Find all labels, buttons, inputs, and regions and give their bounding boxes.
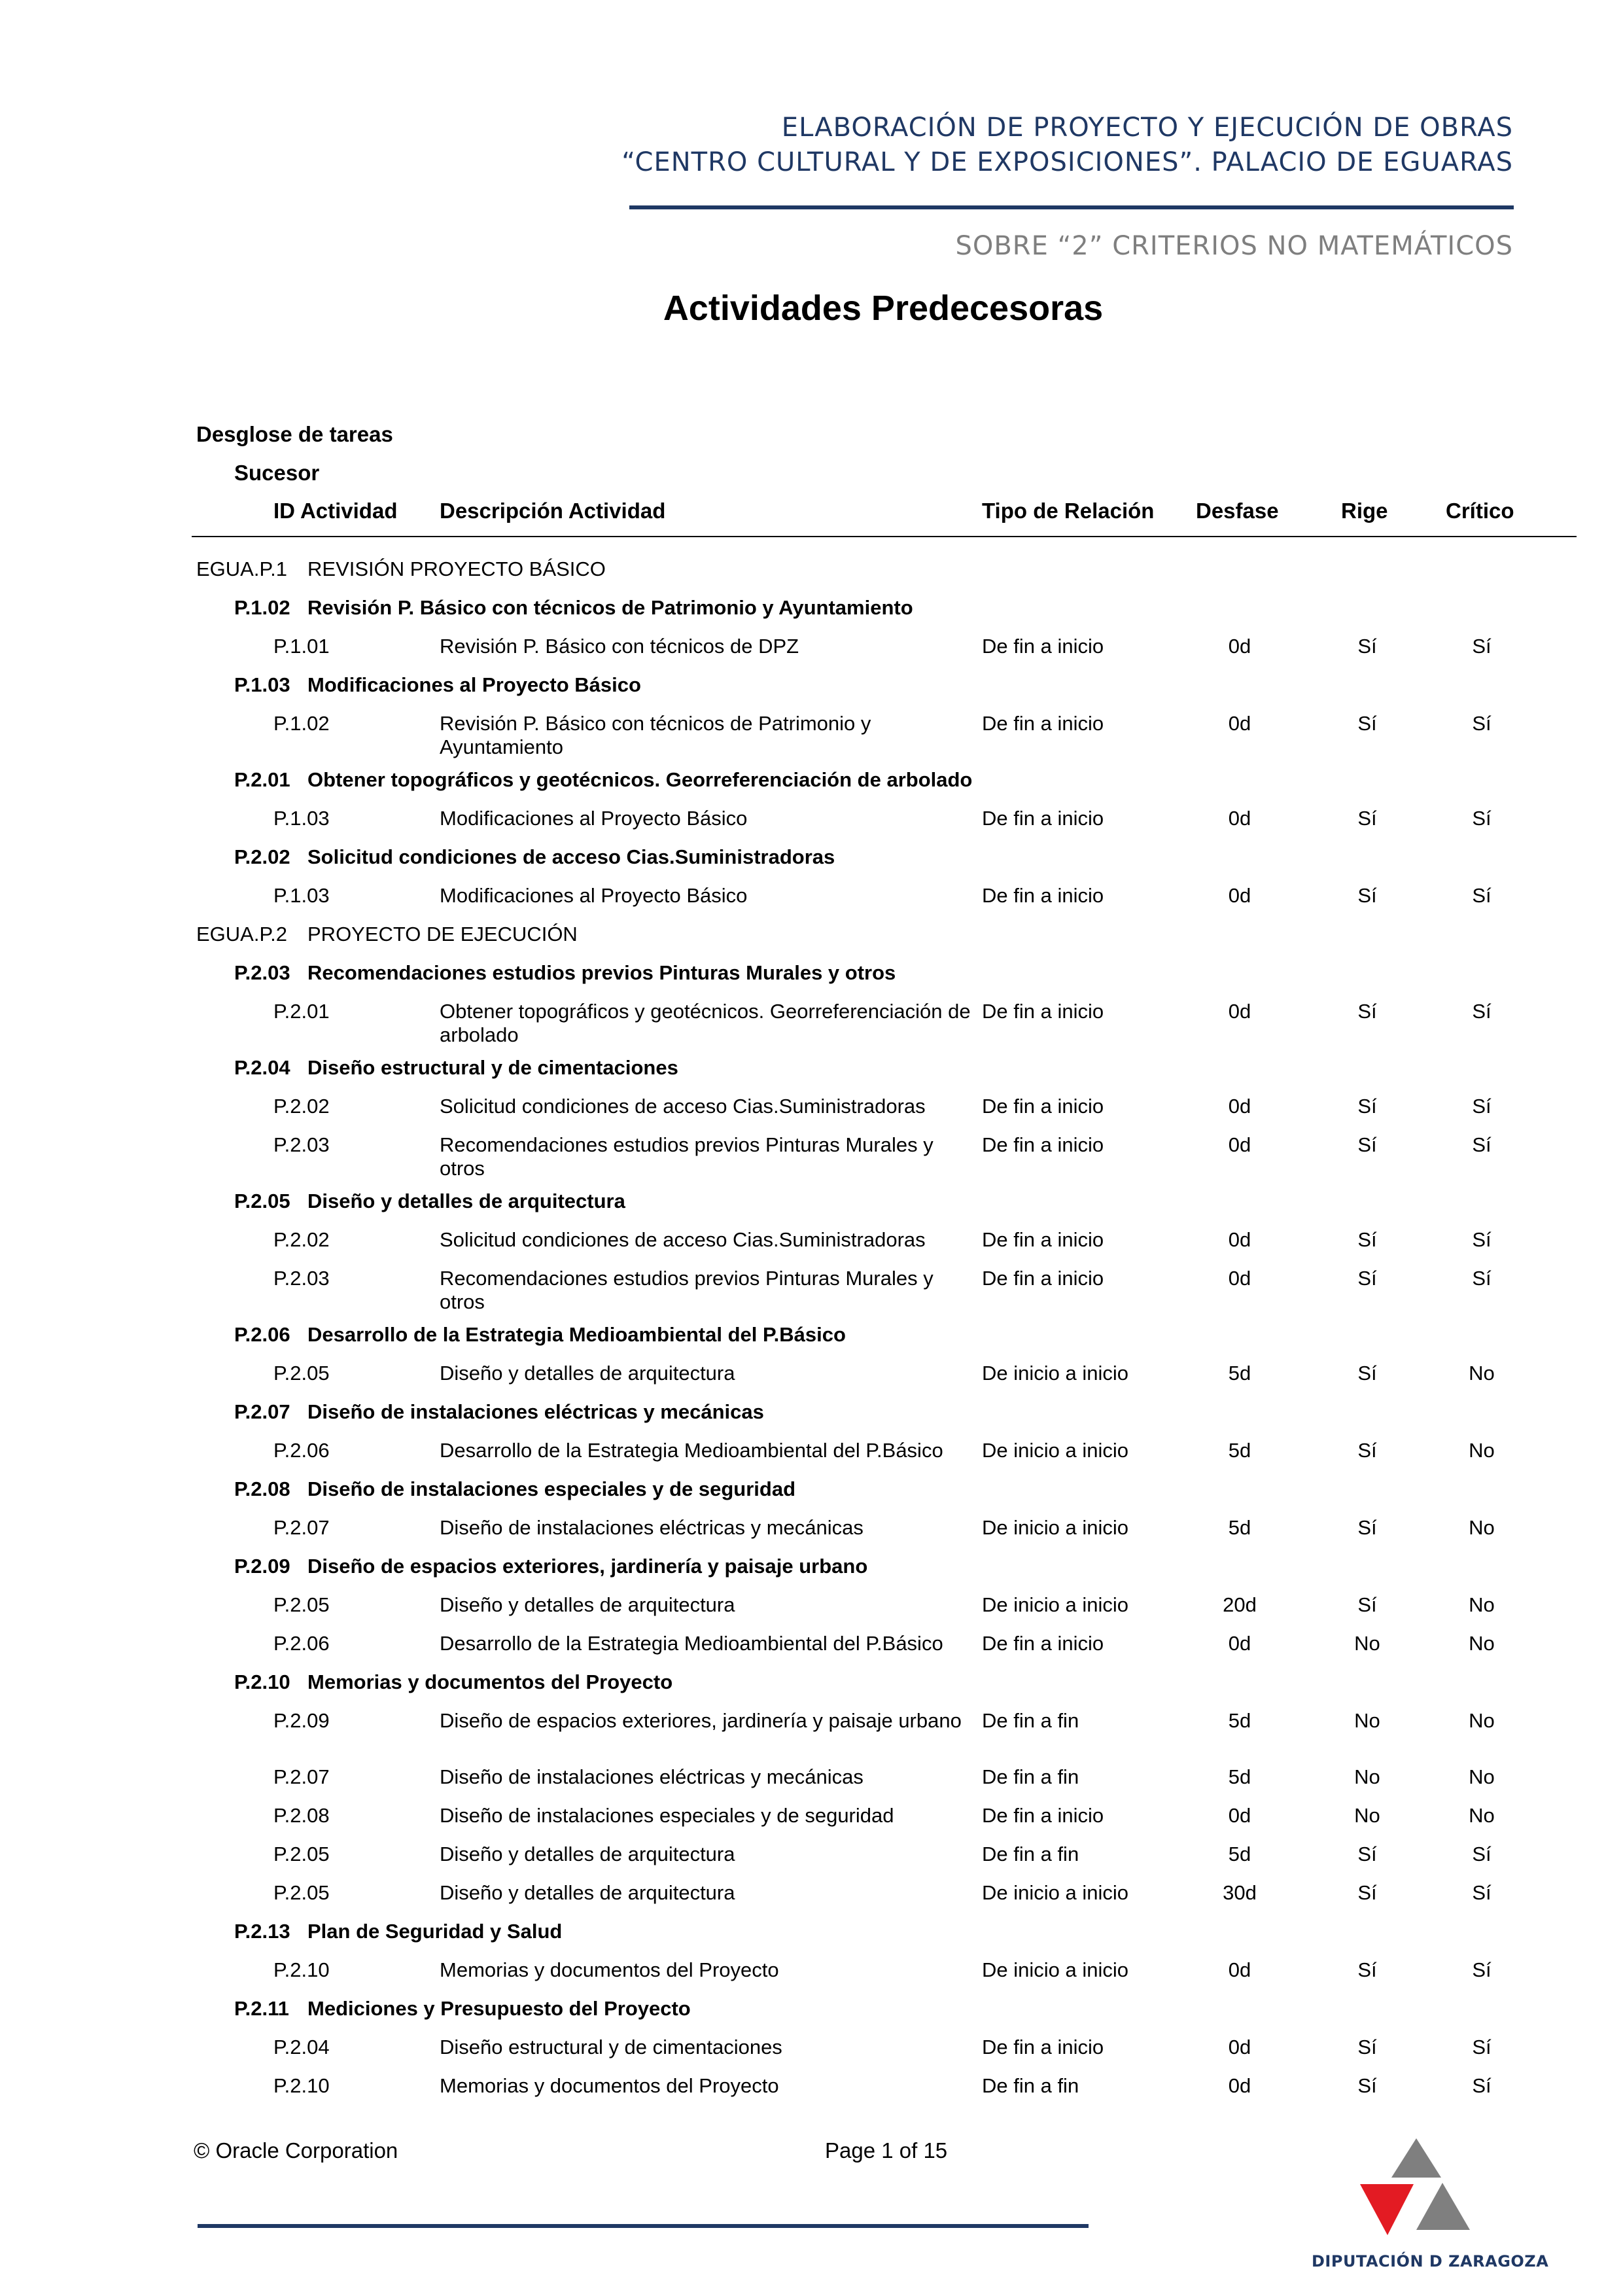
predecessor-description: Diseño de instalaciones eléctricas y mecánicas <box>440 1765 864 1788</box>
relation-type: De inicio a inicio <box>982 1881 1128 1904</box>
summary-id: P.2.05 <box>234 1190 290 1212</box>
summary-row-level-2 <box>0 1917 1623 1956</box>
lag-value: 5d <box>1228 1765 1251 1788</box>
rige-value: Sí <box>1357 1267 1377 1290</box>
summary-name: Modificaciones al Proyecto Básico <box>307 673 641 696</box>
relation-type: De fin a inicio <box>982 1095 1104 1118</box>
relation-type: De inicio a inicio <box>982 1362 1128 1385</box>
footer-copyright: © Oracle Corporation <box>194 2138 398 2163</box>
column-header-id: ID Actividad <box>273 499 398 523</box>
summary-row-level-2 <box>0 1320 1623 1359</box>
predecessor-row <box>0 709 1623 766</box>
summary-id: EGUA.P.2 <box>196 923 288 945</box>
rige-value: Sí <box>1357 1881 1377 1904</box>
critico-value: No <box>1469 1362 1495 1385</box>
predecessor-id: P.2.10 <box>273 1958 330 1981</box>
section-label-desglose: Desglose de tareas <box>196 422 393 446</box>
relation-type: De inicio a inicio <box>982 1958 1128 1981</box>
column-header-tipo: Tipo de Relación <box>982 499 1155 523</box>
predecessor-id: P.1.02 <box>273 712 330 735</box>
predecessor-description: Revisión P. Básico con técnicos de Patrimonio y Ayuntamiento <box>440 712 871 758</box>
summary-row-level-2 <box>0 593 1623 632</box>
relation-type: De fin a inicio <box>982 1804 1104 1827</box>
lag-value: 5d <box>1228 1516 1251 1539</box>
summary-row-level-2 <box>0 1187 1623 1226</box>
lag-value: 0d <box>1228 1958 1251 1981</box>
summary-row-level-2 <box>0 1552 1623 1591</box>
rige-value: Sí <box>1357 2074 1377 2097</box>
predecessor-row <box>0 2033 1623 2072</box>
summary-id: EGUA.P.1 <box>196 557 288 580</box>
predecessor-description: Memorias y documentos del Proyecto <box>440 1958 779 1981</box>
predecessor-description: Solicitud condiciones de acceso Cias.Suministradoras <box>440 1095 926 1118</box>
rige-value: Sí <box>1357 1439 1377 1462</box>
summary-id: P.2.06 <box>234 1323 290 1346</box>
header-title-line-2: “CENTRO CULTURAL Y DE EXPOSICIONES”. PALACIO DE EGUARAS <box>621 147 1513 177</box>
summary-row-level-2 <box>0 959 1623 997</box>
predecessor-id: P.2.04 <box>273 2036 330 2058</box>
predecessor-id: P.2.05 <box>273 1593 330 1616</box>
page-title: Actividades Predecesoras <box>663 289 1104 328</box>
predecessor-row <box>0 1131 1623 1187</box>
column-header-rige: Rige <box>1341 499 1388 523</box>
critico-value: Sí <box>1472 884 1492 907</box>
lag-value: 0d <box>1228 1228 1251 1251</box>
summary-name: Diseño de instalaciones eléctricas y mecánicas <box>307 1400 764 1423</box>
section-label-sucesor: Sucesor <box>234 461 320 485</box>
rige-value: No <box>1354 1804 1380 1827</box>
critico-value: No <box>1469 1804 1495 1827</box>
relation-type: De fin a inicio <box>982 1632 1104 1655</box>
summary-row-level-1 <box>0 555 1623 593</box>
predecessor-row <box>0 1763 1623 1801</box>
relation-type: De fin a inicio <box>982 635 1104 658</box>
column-header-critico: Crítico <box>1446 499 1514 523</box>
predecessor-row <box>0 1226 1623 1264</box>
relation-type: De inicio a inicio <box>982 1593 1128 1616</box>
predecessor-description: Modificaciones al Proyecto Básico <box>440 884 748 907</box>
critico-value: No <box>1469 1632 1495 1655</box>
summary-row-level-2 <box>0 766 1623 804</box>
logo-red-triangle <box>1360 2184 1414 2235</box>
summary-name: Recomendaciones estudios previos Pinturas Murales y otros <box>307 961 896 984</box>
summary-name: REVISIÓN PROYECTO BÁSICO <box>307 557 606 580</box>
rige-value: Sí <box>1357 2036 1377 2058</box>
predecessor-id: P.2.05 <box>273 1843 330 1865</box>
critico-value: Sí <box>1472 1881 1492 1904</box>
rige-value: Sí <box>1357 712 1377 735</box>
lag-value: 0d <box>1228 884 1251 907</box>
footer-page-number: Page 1 of 15 <box>825 2138 948 2163</box>
predecessor-description: Modificaciones al Proyecto Básico <box>440 807 748 830</box>
lag-value: 0d <box>1228 807 1251 830</box>
summary-name: PROYECTO DE EJECUCIÓN <box>307 923 578 945</box>
task-table <box>0 555 1623 2110</box>
rige-value: Sí <box>1357 1133 1377 1156</box>
column-header-desfase: Desfase <box>1196 499 1279 523</box>
summary-id: P.2.11 <box>234 1997 289 2020</box>
predecessor-description: Diseño estructural y de cimentaciones <box>440 2036 782 2058</box>
summary-id: P.1.02 <box>234 596 290 619</box>
predecessor-row <box>0 1801 1623 1840</box>
logo-wordmark: DIPUTACIÓN D ZARAGOZA <box>1312 2252 1549 2270</box>
rige-value: Sí <box>1357 1958 1377 1981</box>
lag-value: 5d <box>1228 1362 1251 1385</box>
critico-value: Sí <box>1472 1267 1492 1290</box>
lag-value: 0d <box>1228 635 1251 658</box>
summary-id: P.2.04 <box>234 1056 290 1079</box>
predecessor-description: Diseño de instalaciones eléctricas y mecánicas <box>440 1516 864 1539</box>
summary-name: Mediciones y Presupuesto del Proyecto <box>307 1997 691 2020</box>
summary-name: Solicitud condiciones de acceso Cias.Suministradoras <box>307 845 835 868</box>
predecessor-row <box>0 1629 1623 1668</box>
lag-value: 0d <box>1228 2036 1251 2058</box>
critico-value: Sí <box>1472 635 1492 658</box>
predecessor-row <box>0 804 1623 843</box>
summary-row-level-2 <box>0 843 1623 881</box>
predecessor-description: Desarrollo de la Estrategia Medioambiental del P.Básico <box>440 1439 943 1462</box>
predecessor-id: P.1.01 <box>273 635 330 658</box>
summary-id: P.2.03 <box>234 961 290 984</box>
predecessor-description: Diseño y detalles de arquitectura <box>440 1843 735 1865</box>
critico-value: No <box>1469 1516 1495 1539</box>
critico-value: No <box>1469 1709 1495 1732</box>
rige-value: Sí <box>1357 635 1377 658</box>
critico-value: Sí <box>1472 712 1492 735</box>
predecessor-row <box>0 1436 1623 1475</box>
relation-type: De inicio a inicio <box>982 1439 1128 1462</box>
summary-name: Diseño y detalles de arquitectura <box>307 1190 625 1212</box>
predecessor-row <box>0 632 1623 671</box>
predecessor-id: P.1.03 <box>273 884 330 907</box>
predecessor-description: Desarrollo de la Estrategia Medioambiental del P.Básico <box>440 1632 943 1655</box>
critico-value: Sí <box>1472 2074 1492 2097</box>
predecessor-description: Diseño de instalaciones especiales y de seguridad <box>440 1804 894 1827</box>
summary-id: P.2.02 <box>234 845 290 868</box>
predecessor-description: Memorias y documentos del Proyecto <box>440 2074 779 2097</box>
predecessor-id: P.2.07 <box>273 1516 330 1539</box>
critico-value: Sí <box>1472 1095 1492 1118</box>
predecessor-id: P.2.03 <box>273 1133 330 1156</box>
summary-row-level-2 <box>0 671 1623 709</box>
summary-name: Plan de Seguridad y Salud <box>307 1920 563 1943</box>
lag-value: 0d <box>1228 1000 1251 1023</box>
critico-value: Sí <box>1472 1843 1492 1865</box>
predecessor-id: P.2.10 <box>273 2074 330 2097</box>
summary-name: Desarrollo de la Estrategia Medioambiental del P.Básico <box>307 1323 846 1346</box>
summary-id: P.2.08 <box>234 1477 290 1500</box>
predecessor-row <box>0 881 1623 920</box>
relation-type: De fin a inicio <box>982 884 1104 907</box>
summary-name: Diseño de espacios exteriores, jardinería y paisaje urbano <box>307 1555 868 1578</box>
summary-id: P.2.01 <box>234 768 290 791</box>
predecessor-row <box>0 1264 1623 1320</box>
predecessor-id: P.2.03 <box>273 1267 330 1290</box>
critico-value: Sí <box>1472 1000 1492 1023</box>
lag-value: 5d <box>1228 1439 1251 1462</box>
predecessor-row <box>0 2072 1623 2110</box>
predecessor-description: Recomendaciones estudios previos Pinturas Murales y otros <box>440 1267 934 1313</box>
predecessor-id: P.2.05 <box>273 1362 330 1385</box>
relation-type: De fin a inicio <box>982 807 1104 830</box>
relation-type: De fin a fin <box>982 2074 1079 2097</box>
summary-id: P.2.13 <box>234 1920 290 1943</box>
footer-divider <box>198 2224 1089 2228</box>
predecessor-row <box>0 1513 1623 1552</box>
predecessor-description: Diseño y detalles de arquitectura <box>440 1362 735 1385</box>
rige-value: Sí <box>1357 1095 1377 1118</box>
lag-value: 0d <box>1228 1095 1251 1118</box>
summary-id: P.2.10 <box>234 1670 290 1693</box>
relation-type: De fin a fin <box>982 1709 1079 1732</box>
summary-row-level-2 <box>0 1994 1623 2033</box>
relation-type: De fin a fin <box>982 1765 1079 1788</box>
summary-name: Diseño de instalaciones especiales y de seguridad <box>307 1477 796 1500</box>
lag-value: 0d <box>1228 1632 1251 1655</box>
rige-value: Sí <box>1357 1000 1377 1023</box>
predecessor-id: P.2.07 <box>273 1765 330 1788</box>
envelope-subtitle: SOBRE “2” CRITERIOS NO MATEMÁTICOS <box>955 231 1513 261</box>
lag-value: 30d <box>1223 1881 1257 1904</box>
header-divider <box>629 205 1514 209</box>
relation-type: De fin a inicio <box>982 2036 1104 2058</box>
header-title-line-1: ELABORACIÓN DE PROYECTO Y EJECUCIÓN DE OBRAS <box>781 113 1513 143</box>
rige-value: Sí <box>1357 807 1377 830</box>
predecessor-row <box>0 1956 1623 1994</box>
logo-grey-triangle-right <box>1416 2183 1470 2230</box>
summary-id: P.2.09 <box>234 1555 290 1578</box>
lag-value: 5d <box>1228 1709 1251 1732</box>
predecessor-row <box>0 1092 1623 1131</box>
summary-row-level-2 <box>0 1398 1623 1436</box>
relation-type: De fin a fin <box>982 1843 1079 1865</box>
predecessor-description: Recomendaciones estudios previos Pinturas Murales y otros <box>440 1133 934 1180</box>
rige-value: Sí <box>1357 1228 1377 1251</box>
predecessor-row <box>0 1359 1623 1398</box>
summary-row-level-1 <box>0 920 1623 959</box>
rige-value: No <box>1354 1765 1380 1788</box>
predecessor-description: Diseño y detalles de arquitectura <box>440 1881 735 1904</box>
rige-value: Sí <box>1357 1362 1377 1385</box>
predecessor-description: Revisión P. Básico con técnicos de DPZ <box>440 635 799 658</box>
predecessor-id: P.2.09 <box>273 1709 330 1732</box>
predecessor-row <box>0 1706 1623 1763</box>
table-header-divider <box>192 536 1577 537</box>
predecessor-description: Diseño y detalles de arquitectura <box>440 1593 735 1616</box>
relation-type: De inicio a inicio <box>982 1516 1128 1539</box>
summary-name: Memorias y documentos del Proyecto <box>307 1670 673 1693</box>
rige-value: No <box>1354 1632 1380 1655</box>
column-header-descripcion: Descripción Actividad <box>440 499 666 523</box>
predecessor-description: Solicitud condiciones de acceso Cias.Suministradoras <box>440 1228 926 1251</box>
lag-value: 20d <box>1223 1593 1257 1616</box>
predecessor-row <box>0 1591 1623 1629</box>
lag-value: 0d <box>1228 712 1251 735</box>
summary-row-level-2 <box>0 1668 1623 1706</box>
predecessor-row <box>0 1879 1623 1917</box>
predecessor-id: P.2.02 <box>273 1095 330 1118</box>
lag-value: 0d <box>1228 1804 1251 1827</box>
logo-grey-triangle-top <box>1391 2138 1441 2178</box>
rige-value: Sí <box>1357 1516 1377 1539</box>
rige-value: No <box>1354 1709 1380 1732</box>
predecessor-description: Diseño de espacios exteriores, jardinería y paisaje urbano <box>440 1709 962 1732</box>
relation-type: De fin a inicio <box>982 1000 1104 1023</box>
predecessor-id: P.1.03 <box>273 807 330 830</box>
critico-value: Sí <box>1472 1958 1492 1981</box>
relation-type: De fin a inicio <box>982 712 1104 735</box>
predecessor-id: P.2.02 <box>273 1228 330 1251</box>
lag-value: 5d <box>1228 1843 1251 1865</box>
critico-value: Sí <box>1472 1133 1492 1156</box>
relation-type: De fin a inicio <box>982 1133 1104 1156</box>
diputacion-zaragoza-logo-icon <box>1318 2138 1527 2263</box>
relation-type: De fin a inicio <box>982 1228 1104 1251</box>
predecessor-id: P.2.08 <box>273 1804 330 1827</box>
rige-value: Sí <box>1357 1843 1377 1865</box>
summary-id: P.2.07 <box>234 1400 290 1423</box>
summary-name: Revisión P. Básico con técnicos de Patrimonio y Ayuntamiento <box>307 596 913 619</box>
predecessor-id: P.2.01 <box>273 1000 330 1023</box>
critico-value: Sí <box>1472 807 1492 830</box>
predecessor-id: P.2.06 <box>273 1439 330 1462</box>
lag-value: 0d <box>1228 2074 1251 2097</box>
relation-type: De fin a inicio <box>982 1267 1104 1290</box>
summary-id: P.1.03 <box>234 673 290 696</box>
predecessor-row <box>0 997 1623 1053</box>
predecessor-row <box>0 1840 1623 1879</box>
critico-value: Sí <box>1472 1228 1492 1251</box>
critico-value: No <box>1469 1439 1495 1462</box>
critico-value: Sí <box>1472 2036 1492 2058</box>
summary-name: Diseño estructural y de cimentaciones <box>307 1056 678 1079</box>
summary-name: Obtener topográficos y geotécnicos. Georreferenciación de arbolado <box>307 768 973 791</box>
lag-value: 0d <box>1228 1267 1251 1290</box>
critico-value: No <box>1469 1765 1495 1788</box>
critico-value: No <box>1469 1593 1495 1616</box>
summary-row-level-2 <box>0 1053 1623 1092</box>
rige-value: Sí <box>1357 1593 1377 1616</box>
lag-value: 0d <box>1228 1133 1251 1156</box>
predecessor-id: P.2.05 <box>273 1881 330 1904</box>
predecessor-description: Obtener topográficos y geotécnicos. Georreferenciación de arbolado <box>440 1000 971 1046</box>
predecessor-id: P.2.06 <box>273 1632 330 1655</box>
rige-value: Sí <box>1357 884 1377 907</box>
summary-row-level-2 <box>0 1475 1623 1513</box>
